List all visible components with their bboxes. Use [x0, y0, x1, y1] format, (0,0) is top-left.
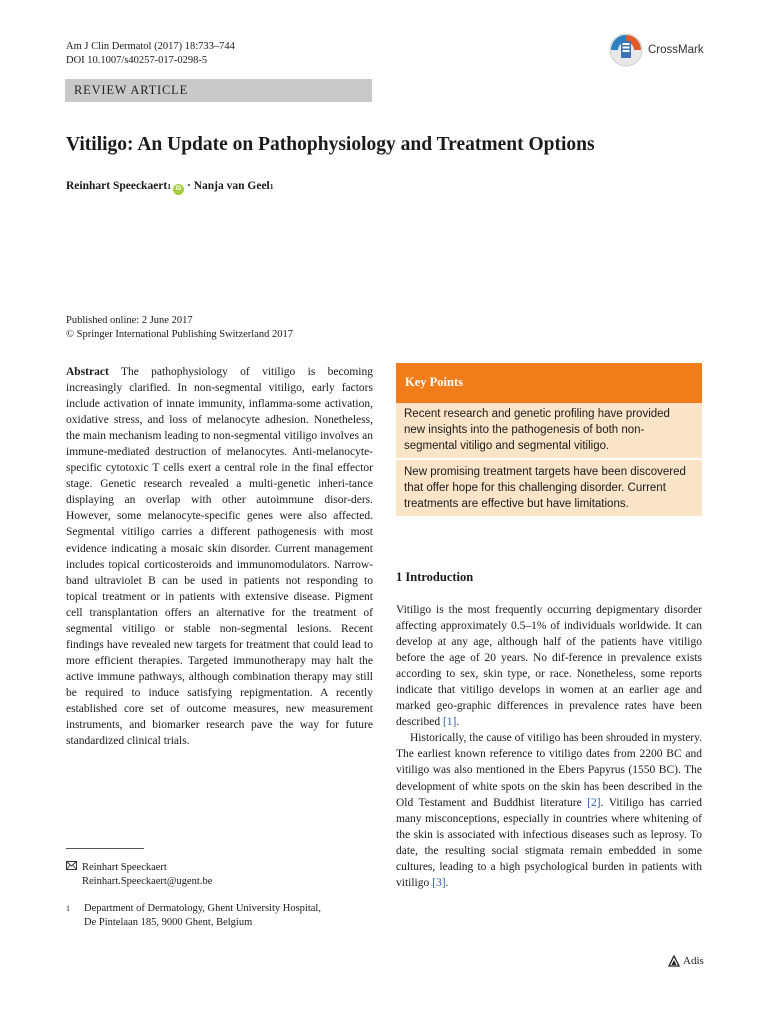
abstract-text: The pathophysiology of vitiligo is becoming increasingly clarified. In non-segmental vitiligo, early factors include activation of innate immunity, inflamma-some activation, oxidative stress, and loss of melanocyte adhesion. Nonetheless, the main mechanism leading to non-segmental vitiligo involves an immune-mediated destruction of melanocytes. Anti-melanocyte-specific cytotoxic T cells exert a central role in the final effector stage. Genetic research revealed a multi-genetic inheri-tance displaying an overlap with other autoimmune disor-ders. However, some melanocyte-specific genes were also affected. Segmental vitiligo carries a different pathogenesis with most evidence indicating a mosaic skin disorder. Current management includes topical corticosteroids and immunomodulators. Narrow-band ultraviolet B can be used in patients not responding to topical treatment or in patients with extensive disease. Pigment cell transplantation offers an alternative for the treatment of segmental vitiligo or stable non-segmental lesions. Recent findings have revealed new targets for treatment that could lead to more efficient therapies. Targeted immunotherapy may halt the active immune pathways, although combination therapy may still be required to induce satisfying repigmentation. A recently established core set of outcome measures, new measurement instruments, and biomarker research pave the way for future standardized clinical trials. — [66, 366, 373, 748]
affiliation — [66, 902, 366, 930]
corresponding-email[interactable]: Reinhart.Speeckaert@ugent.be — [82, 876, 213, 887]
citation-link[interactable]: [3] — [432, 876, 446, 889]
crossmark-badge[interactable] — [608, 29, 718, 71]
journal-citation: Am J Clin Dermatol (2017) 18:733–744 — [66, 41, 235, 52]
key-points-title: Key Points — [396, 363, 702, 403]
orcid-icon[interactable]: iD — [173, 184, 184, 195]
adis-triangle-icon — [668, 955, 680, 967]
section-heading: 1 Introduction — [396, 570, 474, 584]
paragraph-text: . — [456, 716, 460, 729]
author-list — [66, 178, 274, 195]
introduction-body — [396, 602, 702, 891]
abstract-label: Abstract — [66, 366, 109, 378]
envelope-icon — [66, 861, 82, 875]
paragraph-text: Vitiligo is the most frequently occurring depigmentary disorder affecting approximately 0.5–1% of individuals worldwide. It can develop at any age, although half of the patients have vitiligo before the age of 20 years. No dif-ference in prevalence exists according to sex, skin type, or race. Nonetheless, some reports indicate that vitiligo develops in women at an earlier age and marked geo-graphic differences in prevalence rates have been described — [396, 604, 702, 729]
footnote-divider — [66, 848, 144, 849]
paragraph — [396, 602, 702, 730]
publisher-name: Adis — [683, 955, 704, 967]
journal-reference — [66, 40, 366, 68]
author-affiliation-mark: 1 — [167, 182, 171, 191]
publication-info — [66, 314, 386, 342]
paragraph-text: Historically, the cause of vitiligo has been shrouded in mystery. The earliest known reference to vitiligo dates from 2200 BC and vitiligo was also mentioned in the Ebers Papyrus (1550 BC). The development of white spots on the skin has been described in the Old Testament and Buddhist literature — [396, 732, 703, 809]
affiliation-line: De Pintelaan 185, 9000 Ghent, Belgium — [84, 917, 253, 928]
article-title: Vitiligo: An Update on Pathophysiology and Treatment Options — [66, 134, 595, 155]
paragraph-text: . Vitiligo has carried many misconceptions, especially in countries where whitening of the skin is associated with infectious diseases such as leprosy. To date, the resulting social stigmata remain embedded in some cultures, leading to a high psychological burden in patients with vitiligo — [396, 796, 702, 889]
citation-link[interactable]: [2] — [587, 796, 601, 809]
key-points-box — [396, 363, 702, 516]
publisher-logo — [668, 955, 704, 967]
paragraph-text: . — [445, 876, 449, 889]
key-point-item: New promising treatment targets have been discovered that offer hope for this challenging disorder. Current treatments are effective but have limitations. — [396, 458, 702, 516]
author-name[interactable]: Reinhart Speeckaert — [66, 180, 168, 192]
author-separator: · — [187, 180, 191, 192]
key-point-item: Recent research and genetic profiling have provided new insights into the pathogenesis of both non-segmental vitiligo and segmental vitiligo. — [396, 403, 702, 458]
author-affiliation-mark: 1 — [269, 182, 274, 191]
paragraph — [396, 730, 702, 890]
published-date: Published online: 2 June 2017 — [66, 315, 193, 326]
abstract — [66, 364, 373, 749]
article-type-band: REVIEW ARTICLE — [65, 79, 372, 102]
citation-link[interactable]: [1] — [442, 716, 457, 729]
doi-link[interactable]: DOI 10.1007/s40257-017-0298-5 — [66, 55, 208, 66]
crossmark-label: CrossMark — [648, 44, 704, 56]
correspondence — [66, 861, 366, 889]
affiliation-number: 1 — [66, 904, 70, 913]
copyright-line: © Springer International Publishing Switzerland 2017 — [66, 329, 293, 340]
corresponding-author: Reinhart Speeckaert — [82, 862, 167, 873]
crossmark-icon — [608, 32, 644, 68]
affiliation-line: Department of Dermatology, Ghent University Hospital, — [84, 903, 321, 914]
author-name[interactable]: Nanja van Geel — [193, 180, 270, 192]
